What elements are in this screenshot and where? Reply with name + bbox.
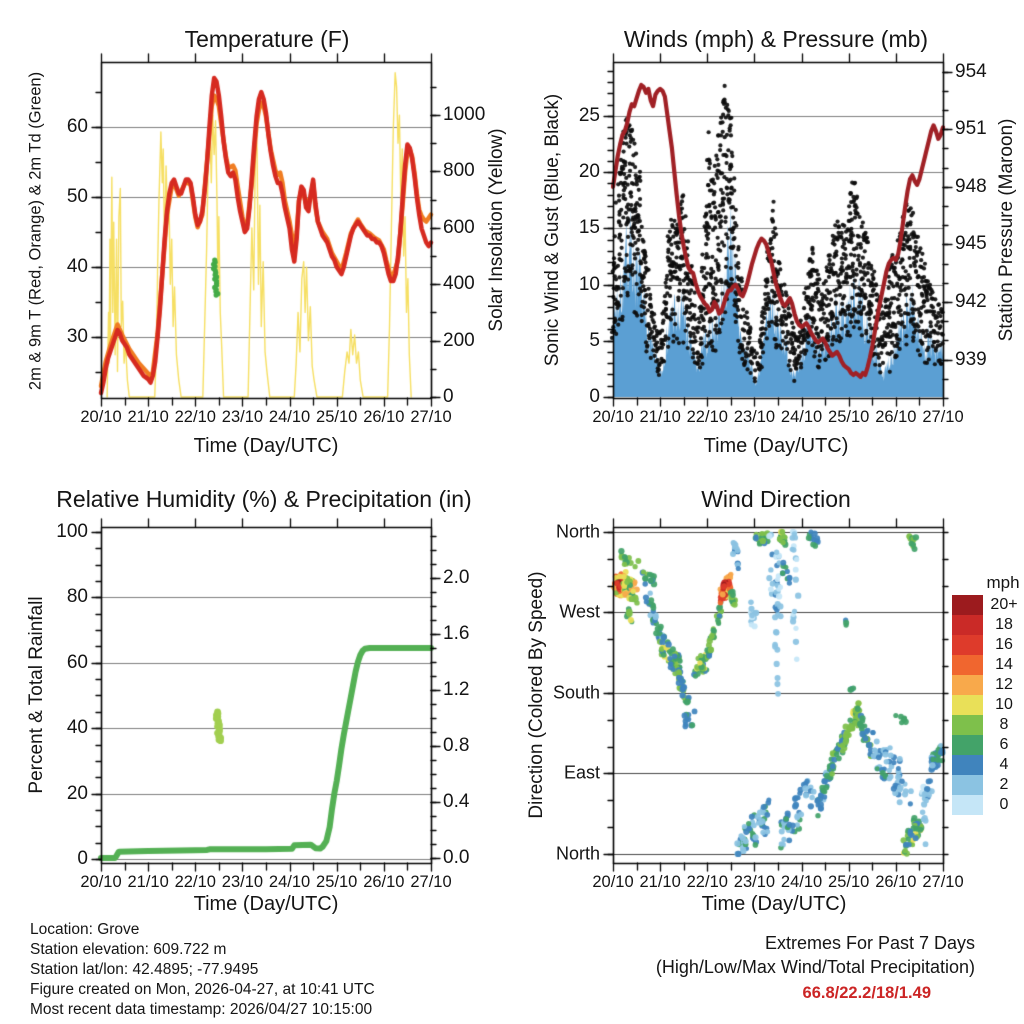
- x-tick-label: 21/10: [127, 408, 169, 426]
- y-tick-label: 945: [955, 233, 987, 255]
- colorbar-band: [952, 735, 983, 755]
- x-tick-label: 20/10: [80, 408, 122, 426]
- x-tick-label: 26/10: [875, 408, 917, 426]
- colorbar-tick-label: 14: [995, 656, 1013, 673]
- y-tick-label: 954: [955, 60, 987, 82]
- x-tick-label: 26/10: [363, 873, 405, 891]
- x-tick-label: 24/10: [780, 873, 823, 891]
- colorbar-tick-label: 20+: [990, 596, 1018, 613]
- colorbar-band: [952, 795, 983, 815]
- y-tick-label: South: [552, 682, 600, 703]
- x-tick-label: 24/10: [268, 873, 311, 891]
- y-tick-label: 0.4: [443, 790, 470, 812]
- y-tick-label: 40: [66, 256, 88, 278]
- y-tick-label: 0.8: [443, 734, 470, 756]
- x-tick-label: 22/10: [686, 873, 728, 891]
- x-tick-label: 20/10: [80, 873, 122, 891]
- y-tick-label: North: [555, 521, 600, 542]
- x-tick-label: 23/10: [221, 408, 264, 426]
- y-tick-label: 0: [589, 385, 600, 407]
- y-tick-label: West: [559, 601, 600, 622]
- y-tick-label: 939: [955, 348, 987, 370]
- station-location: Location: Grove: [30, 921, 140, 938]
- percent-rainfall-axis-label: Percent & Total Rainfall: [26, 596, 47, 794]
- y-tick-label: North: [555, 843, 600, 864]
- y-tick-label: 2.0: [443, 566, 470, 588]
- y-tick-label: 0: [443, 385, 454, 407]
- x-tick-label: 23/10: [733, 408, 776, 426]
- x-tick-label: 20/10: [592, 873, 634, 891]
- x-tick-label: 21/10: [127, 873, 169, 891]
- colorbar-band: [952, 595, 983, 615]
- x-tick-label: 27/10: [410, 873, 452, 891]
- humidity-precip-panel-title: Relative Humidity (%) & Precipitation (in): [56, 486, 472, 512]
- y-tick-label: 15: [578, 217, 600, 239]
- station-elevation: Station elevation: 609.722 m: [30, 941, 227, 958]
- wind-direction-x-axis-label: Time (Day/UTC): [701, 893, 847, 915]
- figure-created-timestamp: Figure created on Mon, 2026-04-27, at 10:41 UTC: [30, 981, 375, 998]
- x-tick-label: 23/10: [221, 873, 264, 891]
- x-tick-label: 22/10: [686, 408, 728, 426]
- station-latlon: Station lat/lon: 42.4895; -77.9495: [30, 961, 259, 978]
- colorbar-band: [952, 635, 983, 655]
- y-tick-label: 400: [443, 273, 475, 295]
- winds-x-axis-label: Time (Day/UTC): [703, 435, 849, 457]
- y-tick-label: 0.0: [443, 846, 470, 868]
- y-tick-label: 60: [66, 651, 88, 673]
- y-tick-label: 0: [77, 848, 88, 870]
- x-tick-label: 21/10: [639, 873, 681, 891]
- colorbar-band: [952, 755, 983, 775]
- colorbar-tick-label: 2: [999, 776, 1009, 793]
- winds-pressure-panel-title: Winds (mph) & Pressure (mb): [623, 26, 929, 52]
- x-tick-label: 27/10: [410, 408, 452, 426]
- colorbar-band: [952, 775, 983, 795]
- y-tick-label: 100: [56, 520, 88, 542]
- y-tick-label: 60: [66, 116, 88, 138]
- x-tick-label: 25/10: [828, 408, 870, 426]
- colorbar-band: [952, 655, 983, 675]
- colorbar-band: [952, 675, 983, 695]
- extremes-values: 66.8/22.2/18/1.49: [802, 984, 931, 1002]
- y-tick-label: 25: [578, 104, 600, 126]
- y-tick-label: 20: [66, 782, 88, 804]
- colorbar-tick-label: 0: [999, 796, 1009, 813]
- station-info-footer: [30, 920, 375, 1020]
- y-tick-label: 30: [66, 326, 88, 348]
- temperature-panel-title: Temperature (F): [184, 26, 350, 52]
- y-tick-label: 600: [443, 216, 475, 238]
- humidity-x-axis-label: Time (Day/UTC): [193, 893, 339, 915]
- y-tick-label: 951: [955, 118, 987, 140]
- wind-gust-axis-label: Sonic Wind & Gust (Blue, Black): [542, 93, 563, 367]
- station-pressure-axis-label: Station Pressure (Maroon): [996, 118, 1017, 342]
- extremes-heading: Extremes For Past 7 Days: [764, 933, 975, 953]
- y-tick-label: 948: [955, 175, 987, 197]
- y-tick-label: 1.2: [443, 678, 470, 700]
- solar-insolation-axis-label: Solar Insolation (Yellow): [486, 128, 507, 332]
- colorbar-tick-label: 4: [999, 756, 1009, 773]
- colorbar-tick-label: 16: [995, 636, 1013, 653]
- y-tick-label: 40: [66, 717, 88, 739]
- x-tick-label: 25/10: [316, 873, 358, 891]
- x-tick-label: 21/10: [639, 408, 681, 426]
- x-tick-label: 23/10: [733, 873, 776, 891]
- y-tick-label: 1000: [443, 104, 486, 126]
- y-tick-label: 800: [443, 160, 475, 182]
- y-tick-label: 942: [955, 291, 987, 312]
- colorbar-tick-label: 10: [995, 696, 1013, 713]
- direction-axis-label: Direction (Colored By Speed): [526, 571, 547, 819]
- x-tick-label: 27/10: [922, 873, 964, 891]
- x-tick-label: 27/10: [922, 408, 964, 426]
- colorbar-tick-label: 18: [995, 616, 1013, 633]
- colorbar-band: [952, 715, 983, 735]
- temperature-y-axis-label: 2m & 9m T (Red, Orange) & 2m Td (Green): [26, 71, 45, 391]
- x-tick-label: 26/10: [363, 408, 405, 426]
- extremes-subheading: (High/Low/Max Wind/Total Precipitation): [655, 957, 975, 977]
- x-tick-label: 20/10: [592, 408, 634, 426]
- wind-direction-panel-title: Wind Direction: [701, 486, 851, 512]
- most-recent-data-timestamp: Most recent data timestamp: 2026/04/27 10:15:00: [30, 1001, 373, 1018]
- colorbar-band: [952, 615, 983, 635]
- temperature-x-axis-label: Time (Day/UTC): [193, 435, 339, 457]
- x-tick-label: 24/10: [780, 408, 823, 426]
- y-tick-label: 5: [589, 329, 600, 351]
- y-tick-label: East: [563, 762, 600, 783]
- x-tick-label: 22/10: [174, 873, 216, 891]
- x-tick-label: 25/10: [828, 873, 870, 891]
- colorbar-tick-label: 8: [999, 716, 1009, 733]
- colorbar-tick-label: 6: [999, 736, 1009, 753]
- colorbar-band: [952, 695, 983, 715]
- y-tick-label: 50: [66, 186, 88, 208]
- y-tick-label: 20: [578, 161, 600, 183]
- colorbar-tick-label: 12: [995, 676, 1013, 693]
- x-tick-label: 25/10: [316, 408, 358, 426]
- y-tick-label: 1.6: [443, 622, 470, 644]
- x-tick-label: 24/10: [268, 408, 311, 426]
- y-tick-label: 80: [66, 586, 88, 608]
- y-tick-label: 10: [578, 273, 600, 295]
- x-tick-label: 22/10: [174, 408, 216, 426]
- colorbar-title: mph: [986, 573, 1020, 592]
- x-tick-label: 26/10: [875, 873, 917, 891]
- y-tick-label: 200: [443, 329, 475, 351]
